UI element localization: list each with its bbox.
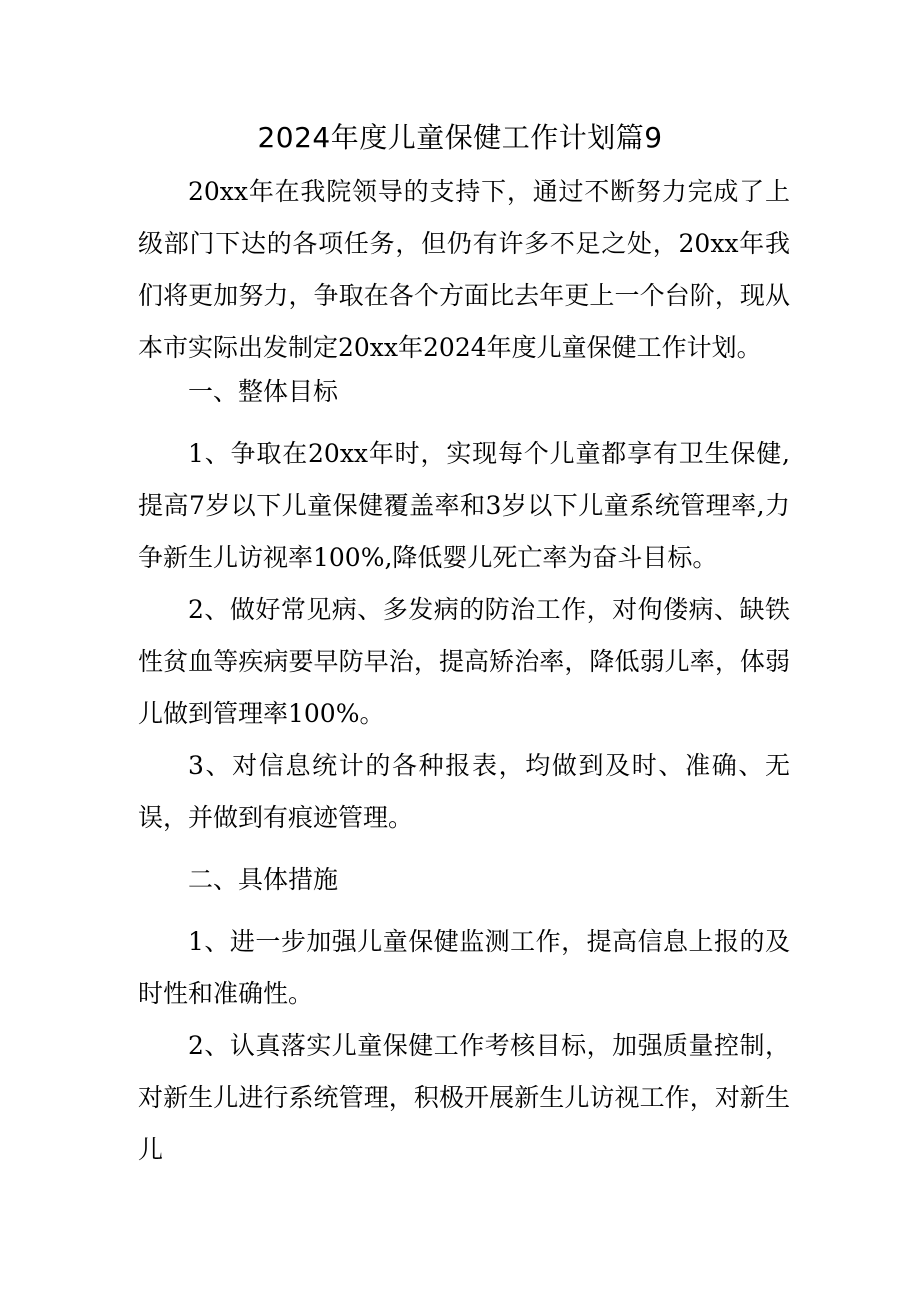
section-heading-specific-measures: 二、具体措施 <box>188 865 339 894</box>
paragraph-goal-1: 1、争取在20xx年时，实现每个儿童都享有卫生保健,提高7岁以下儿童保健覆盖率和3岁以下儿童系统管理率,力争新生儿访视率100%,降低婴儿死亡率为奋斗目标。 <box>138 439 790 572</box>
paragraph-goal-3: 3、对信息统计的各种报表，均做到及时、准确、无误，并做到有痕迹管理。 <box>138 751 790 832</box>
document-title: 2024年度儿童保健工作计划篇9 <box>257 121 663 154</box>
paragraph-intro: 20xx年在我院领导的支持下，通过不断努力完成了上级部门下达的各项任务，但仍有许多不足之处，20xx年我们将更加努力，争取在各个方面比去年更上一个台阶，现从本市实际出发制定20xx年2024年度儿童保健工作计划。 <box>138 177 790 362</box>
paragraph-measure-1: 1、进一步加强儿童保健监测工作，提高信息上报的及时性和准确性。 <box>138 927 790 1008</box>
section-heading-overall-goals: 一、整体目标 <box>188 377 339 406</box>
paragraph-measure-2: 2、认真落实儿童保健工作考核目标，加强质量控制，对新生儿进行系统管理，积极开展新生儿访视工作，对新生儿 <box>138 1031 790 1164</box>
paragraph-goal-2: 2、做好常见病、多发病的防治工作，对佝偻病、缺铁性贫血等疾病要早防早治，提高矫治率，降低弱儿率，体弱儿做到管理率100%。 <box>138 595 790 728</box>
